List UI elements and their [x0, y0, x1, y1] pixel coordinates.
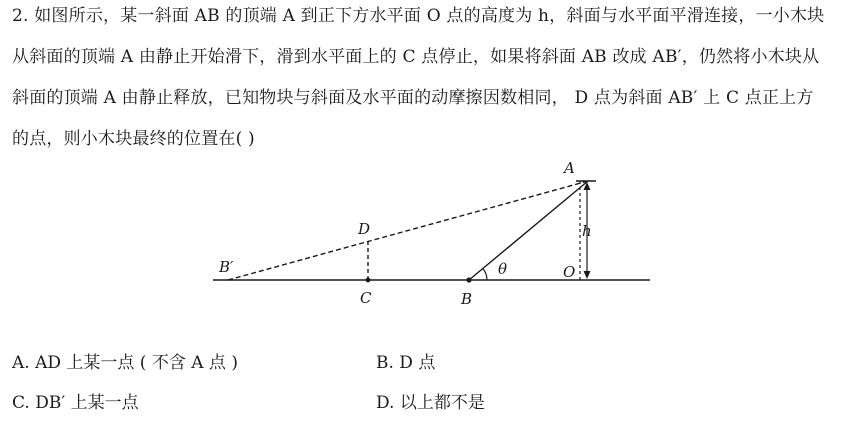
- angle-theta-arc: [483, 269, 487, 281]
- option-d[interactable]: D. 以上都不是: [376, 393, 485, 413]
- incline-ab-prime: [228, 181, 588, 280]
- point-b: [466, 277, 471, 282]
- option-b[interactable]: B. D 点: [376, 353, 436, 373]
- question-line-4: 的点，则小木块最终的位置在( ): [12, 129, 255, 149]
- label-d: D: [358, 220, 371, 238]
- label-theta: θ: [498, 260, 508, 278]
- label-a: A: [564, 159, 575, 177]
- question-line-3: 斜面的顶端 A 由静止释放，已知物块与斜面及水平面的动摩擦因数相同， D 点为斜面 AB′ 上 C 点正上方: [12, 88, 814, 108]
- label-c: C: [360, 289, 372, 307]
- question-line-1: 2. 如图所示，某一斜面 AB 的顶端 A 到正下方水平面 O 点的高度为 h，斜面与水平面平滑连接，一小木块: [12, 6, 825, 26]
- point-c: [366, 278, 371, 283]
- label-o: O: [563, 263, 576, 281]
- label-b-prime: B′: [219, 258, 234, 276]
- question-line-2: 从斜面的顶端 A 由静止开始滑下，滑到水平面上的 C 点停止，如果将斜面 AB 改成 AB′，仍然将小木块从: [12, 47, 820, 67]
- label-h: h: [582, 222, 592, 240]
- label-b: B: [461, 290, 473, 308]
- option-a[interactable]: A. AD 上某一点 ( 不含 A 点 ): [12, 353, 238, 373]
- option-c[interactable]: C. DB′ 上某一点: [12, 393, 139, 413]
- h-arrow-down-icon: [584, 271, 591, 279]
